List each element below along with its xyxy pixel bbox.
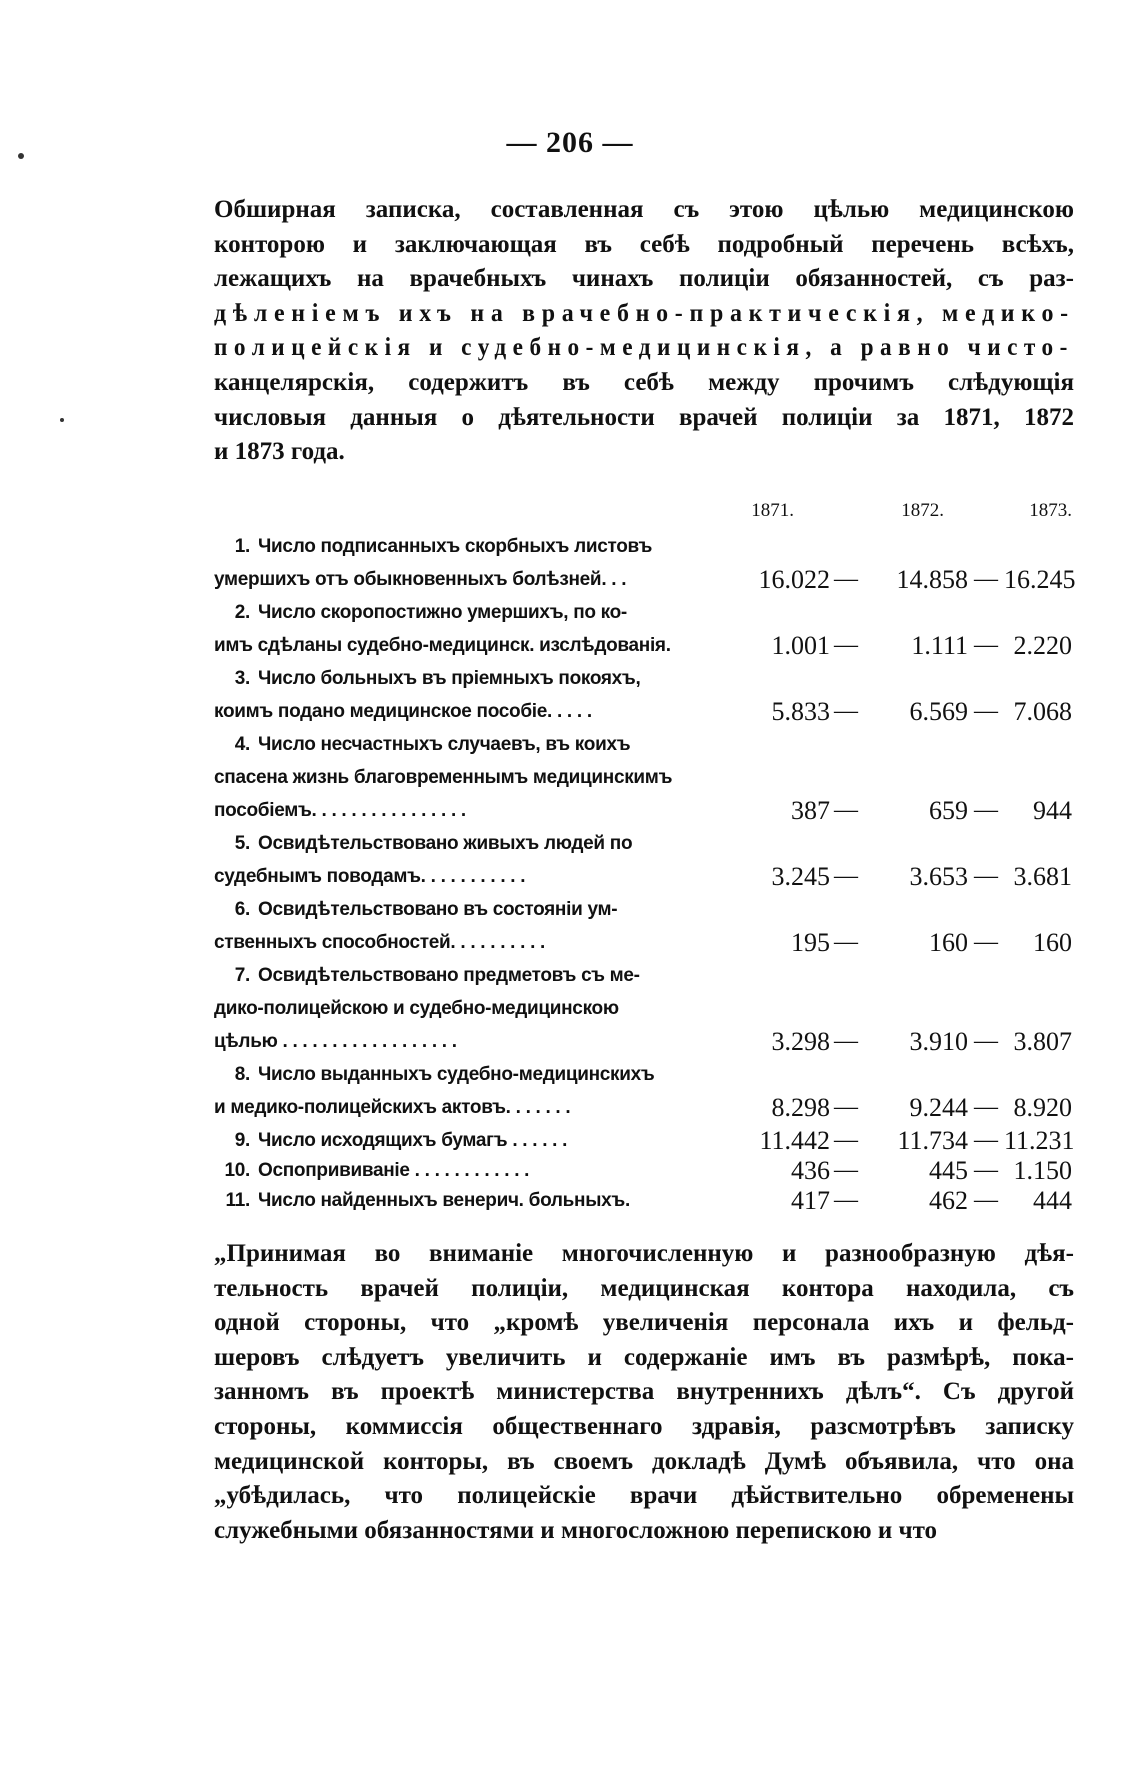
- row-number: 3.: [234, 668, 250, 689]
- dash-separator: —: [834, 1028, 858, 1054]
- text-line: служебными обязанностями и многосложною перепискою и что: [214, 1516, 938, 1544]
- row-number: 11.: [225, 1190, 250, 1211]
- table-row: [214, 860, 1074, 893]
- row-description-text: Число выданныхъ судебно-медицинскихъ: [258, 1064, 655, 1085]
- row-description-text: Освидѣтельствовано предметовъ съ ме-: [258, 965, 640, 986]
- value-1873: 3.807: [1013, 1027, 1072, 1056]
- row-description-text: пособіемъ. . . . . . . . . . . . . . . .: [214, 800, 466, 821]
- text-line: Обширная записка, составленная съ этою цѣлью медицинскою: [214, 196, 1074, 223]
- intro-paragraph: [214, 193, 1074, 470]
- row-description-text: судебнымъ поводамъ. . . . . . . . . . .: [214, 866, 526, 887]
- year-1871: 1871.: [751, 500, 794, 521]
- value-1872: 9.244: [909, 1093, 968, 1122]
- value-1871: 11.442: [759, 1126, 830, 1155]
- text-line: дѣленіемъ ихъ на врачебно-практическія, медико-: [214, 299, 1075, 327]
- dash-separator: —: [974, 698, 998, 724]
- year-1872: 1872.: [901, 500, 944, 521]
- dash-separator: —: [834, 698, 858, 724]
- table-row: [214, 794, 1074, 827]
- value-1872: 1.111: [911, 631, 968, 660]
- table-row: [214, 926, 1074, 959]
- text-line: тельность врачей полиціи, медицинская контора находила, съ: [214, 1274, 1074, 1302]
- text-line: „Принимая во вниманіе многочисленную и разнообразную дѣя-: [214, 1240, 1074, 1267]
- text-line: полицейскія и судебно-медицинскія, а равно чисто-: [214, 334, 1074, 362]
- row-description: [214, 530, 704, 563]
- value-1872: 3.653: [909, 862, 968, 891]
- dash-separator: —: [974, 1187, 998, 1213]
- dash-separator: —: [834, 1094, 858, 1120]
- value-1872: 659: [929, 796, 968, 825]
- dash-separator: —: [834, 632, 858, 658]
- value-1873: 16.245: [1004, 565, 1076, 594]
- value-1871: 195: [791, 928, 830, 957]
- row-description: [214, 860, 704, 893]
- row-description: [214, 629, 704, 662]
- text-line: числовыя данныя о дѣятельности врачей полиціи за 1871, 1872: [214, 403, 1074, 431]
- row-description-text: Освидѣтельствовано живыхъ людей по: [258, 833, 633, 854]
- row-description-text: коимъ подано медицинское пособіе. . . . .: [214, 701, 592, 722]
- value-1871: 387: [791, 796, 830, 825]
- dash-separator: —: [974, 929, 998, 955]
- row-description-text: имъ сдѣланы судебно-медицинск. изслѣдованія.: [214, 635, 671, 656]
- text-line: лежащихъ на врачебныхъ чинахъ полиціи обязанностей, съ раз-: [214, 265, 1074, 293]
- row-description-text: ственныхъ способностей. . . . . . . . . .: [214, 932, 545, 953]
- row-description: [214, 662, 704, 695]
- row-number: 5.: [234, 833, 250, 854]
- table-row: [214, 959, 1074, 992]
- print-speck: [60, 418, 64, 422]
- row-description-text: цѣлью . . . . . . . . . . . . . . . . . .: [214, 1031, 457, 1052]
- value-1872: 6.569: [909, 697, 968, 726]
- table-row: [214, 893, 1074, 926]
- row-description: [214, 1154, 704, 1187]
- row-number: 8.: [234, 1064, 250, 1085]
- row-description: [214, 926, 704, 959]
- table-row: [214, 728, 1074, 761]
- row-description: [214, 959, 704, 992]
- row-description: [214, 827, 704, 860]
- value-1871: 5.833: [771, 697, 830, 726]
- row-number: 6.: [234, 899, 250, 920]
- value-1872: 11.734: [897, 1126, 968, 1155]
- table-row: [214, 1124, 1074, 1157]
- dash-separator: —: [834, 929, 858, 955]
- value-1872: 445: [929, 1156, 968, 1185]
- row-number: 7.: [234, 965, 250, 986]
- row-number: 10.: [224, 1160, 250, 1181]
- table-row: [214, 761, 1074, 794]
- row-description-text: Число подписанныхъ скорбныхъ листовъ: [258, 536, 652, 557]
- value-1873: 444: [1033, 1186, 1072, 1215]
- value-1871: 3.245: [771, 862, 830, 891]
- value-1873: 1.150: [1013, 1156, 1072, 1185]
- row-description-text: Число исходящихъ бумагъ . . . . . .: [258, 1130, 568, 1151]
- row-description-text: Число скоропостижно умершихъ, по ко-: [258, 602, 627, 623]
- page-number: — 206 —: [506, 126, 634, 159]
- row-description: [214, 893, 704, 926]
- table-row: [214, 827, 1074, 860]
- row-description-text: дико-полицейскою и судебно-медицинскою: [214, 998, 619, 1019]
- row-description: [214, 992, 704, 1025]
- row-description-text: Число несчастныхъ случаевъ, въ коихъ: [258, 734, 631, 755]
- table-row: [214, 530, 1074, 563]
- value-1871: 436: [791, 1156, 830, 1185]
- table-row: [214, 1058, 1074, 1091]
- row-description: [214, 1184, 704, 1217]
- dash-separator: —: [834, 863, 858, 889]
- value-1873: 3.681: [1013, 862, 1072, 891]
- value-1871: 8.298: [771, 1093, 830, 1122]
- text-line: „убѣдилась, что полицейскіе врачи дѣйствительно обременены: [214, 1482, 1074, 1510]
- dash-separator: —: [974, 863, 998, 889]
- value-1872: 462: [929, 1186, 968, 1215]
- row-description: [214, 794, 704, 827]
- row-description-text: Число больныхъ въ пріемныхъ покояхъ,: [258, 668, 641, 689]
- year-1873: 1873.: [1029, 500, 1072, 521]
- table-row: [214, 1184, 1074, 1217]
- row-description: [214, 1058, 704, 1091]
- row-description-text: спасена жизнь благовременнымъ медицинскимъ: [214, 767, 673, 788]
- table-row: [214, 695, 1074, 728]
- table-row: [214, 596, 1074, 629]
- text-line: шеровъ слѣдуетъ увеличить и содержаніе имъ въ размѣрѣ, пока-: [214, 1343, 1074, 1371]
- dash-separator: —: [974, 632, 998, 658]
- dash-separator: —: [974, 566, 998, 592]
- value-1873: 944: [1033, 796, 1072, 825]
- value-1871: 417: [791, 1186, 830, 1215]
- row-description: [214, 761, 704, 794]
- value-1873: 7.068: [1013, 697, 1072, 726]
- dash-separator: —: [834, 797, 858, 823]
- row-number: 2.: [234, 602, 250, 623]
- text-line: стороны, коммиссія общественнаго здравія, разсмотрѣвъ записку: [214, 1412, 1074, 1440]
- table-row: [214, 992, 1074, 1025]
- value-1871: 16.022: [758, 565, 830, 594]
- row-description-text: и медико-полицейскихъ актовъ. . . . . . .: [214, 1097, 571, 1118]
- row-description: [214, 1124, 704, 1157]
- dash-separator: —: [974, 1094, 998, 1120]
- dash-separator: —: [834, 1157, 858, 1183]
- text-line: конторою и заключающая въ себѣ подробный перечень всѣхъ,: [214, 230, 1074, 258]
- row-description: [214, 1091, 704, 1124]
- dash-separator: —: [974, 1157, 998, 1183]
- table-row: [214, 1154, 1074, 1187]
- row-description-text: Освидѣтельствовано въ состояніи ум-: [258, 899, 618, 920]
- table-row: [214, 1091, 1074, 1124]
- row-description: [214, 728, 704, 761]
- value-1873: 2.220: [1013, 631, 1072, 660]
- year-header-row: [214, 495, 1074, 525]
- value-1871: 1.001: [771, 631, 830, 660]
- value-1872: 3.910: [909, 1027, 968, 1056]
- row-number: 4.: [234, 734, 250, 755]
- table-row: [214, 662, 1074, 695]
- text-line: и 1873 года.: [214, 438, 345, 466]
- row-number: 1.: [234, 536, 250, 557]
- row-description-text: умершихъ отъ обыкновенныхъ болѣзней. . .: [214, 569, 627, 590]
- row-number: 9.: [234, 1130, 250, 1151]
- dash-separator: —: [834, 1127, 858, 1153]
- table-row: [214, 563, 1074, 596]
- row-description: [214, 596, 704, 629]
- dash-separator: —: [834, 1187, 858, 1213]
- value-1871: 3.298: [771, 1027, 830, 1056]
- row-description-text: Число найденныхъ венерич. больныхъ.: [258, 1190, 630, 1211]
- text-line: медицинской конторы, въ своемъ докладѣ Думѣ объявила, что она: [214, 1447, 1074, 1475]
- value-1873: 8.920: [1013, 1093, 1072, 1122]
- dash-separator: —: [974, 797, 998, 823]
- row-description: [214, 695, 704, 728]
- value-1872: 14.858: [896, 565, 968, 594]
- dash-separator: —: [974, 1028, 998, 1054]
- table-row: [214, 1025, 1074, 1058]
- table-row: [214, 629, 1074, 662]
- text-line: занномъ въ проектѣ министерства внутреннихъ дѣлъ“. Съ другой: [214, 1378, 1074, 1406]
- closing-paragraph: [214, 1237, 1074, 1548]
- text-line: канцелярскія, содержитъ въ себѣ между прочимъ слѣдующія: [214, 368, 1074, 396]
- row-description: [214, 1025, 704, 1058]
- row-description: [214, 563, 704, 596]
- value-1873: 160: [1033, 928, 1072, 957]
- text-line: одной стороны, что „кромѣ увеличенія персонала ихъ и фельд-: [214, 1309, 1074, 1337]
- dash-separator: —: [834, 566, 858, 592]
- value-1872: 160: [929, 928, 968, 957]
- print-speck: [18, 153, 24, 159]
- value-1873: 11.231: [1004, 1126, 1075, 1155]
- row-description-text: Оспопрививаніе . . . . . . . . . . . .: [258, 1160, 530, 1181]
- dash-separator: —: [974, 1127, 998, 1153]
